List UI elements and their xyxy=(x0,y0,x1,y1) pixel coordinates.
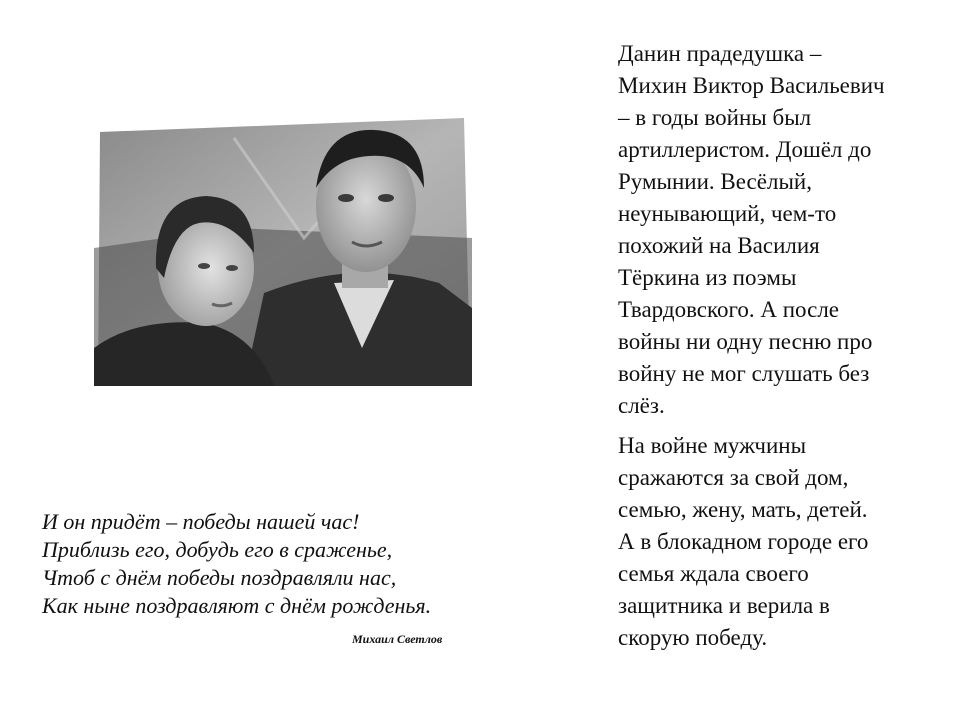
bio-line: семья ждала своего xyxy=(618,561,809,586)
bio-line: войну не мог слушать без xyxy=(618,361,870,386)
bio-line: А в блокадном городе его xyxy=(618,529,869,554)
poem-line: Как ныне поздравляют с днём рожденья. xyxy=(42,593,432,618)
bio-line: Данин прадедушка – xyxy=(618,41,822,66)
biography-text xyxy=(618,38,948,654)
bio-line: семью, жену, мать, детей. xyxy=(618,497,868,522)
bio-line: Румынии. Весёлый, xyxy=(618,169,812,194)
bio-paragraph-2 xyxy=(618,430,948,654)
bio-line: На войне мужчины xyxy=(618,433,807,458)
family-photo xyxy=(94,118,472,386)
family-photo-image xyxy=(94,118,472,386)
bio-line: – в годы войны был xyxy=(618,105,812,130)
bio-line: похожий на Василия xyxy=(618,233,820,258)
bio-line: войны ни одну песню про xyxy=(618,329,873,354)
poem-quote xyxy=(42,508,562,620)
bio-line: сражаются за свой дом, xyxy=(618,465,849,490)
poem-line: Приблизь его, добудь его в сраженье, xyxy=(42,537,393,562)
poem-line: Чтоб с днём победы поздравляли нас, xyxy=(42,565,397,590)
bio-line: артиллеристом. Дошёл до xyxy=(618,137,872,162)
bio-line: неунывающий, чем-то xyxy=(618,201,837,226)
bio-line: слёз. xyxy=(618,393,665,418)
poem-author: Михаил Светлов xyxy=(352,632,443,646)
poem-line: И он придёт – победы нашей час! xyxy=(42,509,360,534)
bio-line: Михин Виктор Васильевич xyxy=(618,73,885,98)
bio-line: защитника и верила в xyxy=(618,593,830,618)
bio-line: Твардовского. А после xyxy=(618,297,840,322)
bio-line: скорую победу. xyxy=(618,625,768,650)
bio-line: Тёркина из поэмы xyxy=(618,265,797,290)
bio-paragraph-1 xyxy=(618,38,948,422)
